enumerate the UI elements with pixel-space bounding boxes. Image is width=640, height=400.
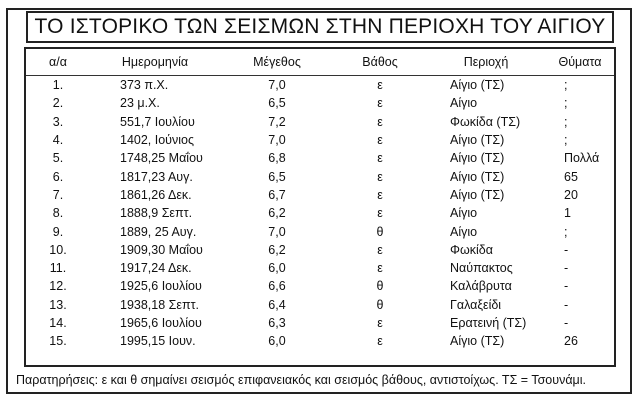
row-area: Καλάβρυτα — [450, 279, 512, 294]
row-num: 9. — [52, 224, 64, 239]
row-area: Ερατεινή (ΤΣ) — [450, 316, 527, 330]
row-date: 1909,30 Μαΐου — [120, 242, 203, 257]
row-date: 1925,6 Ιουλίου — [120, 279, 202, 294]
row-date: 1917,24 Δεκ. — [120, 261, 192, 276]
row-depth: ε — [377, 316, 383, 330]
row-magnitude: 6,5 — [268, 169, 286, 184]
row-num: 8. — [52, 206, 64, 221]
row-area: Αίγιο (ΤΣ) — [450, 151, 505, 166]
earthquake-table-box — [24, 47, 616, 367]
row-num: 1. — [52, 78, 64, 93]
row-num: 5. — [52, 151, 64, 166]
table-row — [26, 296, 614, 314]
table-row — [26, 277, 614, 295]
page-title: ΤΟ ΙΣΤΟΡΙΚΟ ΤΩΝ ΣΕΙΣΜΩΝ ΣΤΗΝ ΠΕΡΙΟΧΗ ΤΟΥ ΑΙΓΙΟΥ — [34, 15, 606, 38]
table-row — [26, 332, 614, 350]
row-magnitude: 6,0 — [268, 334, 286, 349]
row-area: Γαλαξείδι — [450, 297, 502, 312]
row-victims: - — [564, 297, 569, 312]
row-depth: ε — [377, 187, 383, 202]
row-area: Αίγιο (ΤΣ) — [450, 334, 505, 349]
row-area: Φωκίδα (ΤΣ) — [450, 114, 521, 129]
row-depth: ε — [377, 261, 383, 276]
row-date: 1938,18 Σεπτ. — [120, 297, 199, 312]
row-depth: θ — [376, 224, 384, 239]
row-magnitude: 7,2 — [268, 114, 286, 129]
row-area: Αίγιο — [450, 206, 478, 221]
table-row — [26, 149, 614, 167]
row-date: 1861,26 Δεκ. — [120, 187, 192, 202]
row-depth: ε — [377, 334, 383, 349]
header-num: α/α — [26, 49, 90, 76]
row-magnitude: 7,0 — [268, 133, 286, 148]
row-magnitude: 6,2 — [268, 242, 286, 257]
row-date: 1889, 25 Αυγ. — [120, 224, 197, 239]
row-victims: ; — [564, 96, 568, 111]
row-num: 14. — [49, 316, 67, 330]
header-magnitude: Μέγεθος — [220, 49, 334, 76]
table-row — [26, 113, 614, 131]
row-depth: ε — [377, 206, 383, 221]
row-num: 11. — [49, 261, 67, 276]
row-area: Αίγιο (ΤΣ) — [450, 78, 505, 93]
row-depth: θ — [376, 279, 384, 294]
header-depth: Βάθος — [334, 49, 426, 76]
row-area: Αίγιο (ΤΣ) — [450, 187, 505, 202]
notes: Παρατηρήσεις: ε και θ σημαίνει σεισμός επιφανειακός και σεισμός βάθους, αντιστοίχως. ΤΣ = Τσουνάμι. — [16, 373, 587, 387]
row-depth: ε — [377, 242, 383, 257]
row-date: 1995,15 Ιουν. — [120, 334, 196, 349]
row-depth: θ — [376, 297, 384, 312]
table-row — [26, 167, 614, 185]
table-row — [26, 131, 614, 149]
row-magnitude: 7,0 — [268, 78, 286, 93]
row-date: 1748,25 Μαΐου — [120, 151, 203, 166]
row-victims: 26 — [564, 334, 578, 349]
table-row — [26, 94, 614, 112]
row-num: 6. — [52, 169, 64, 184]
table-row — [26, 241, 614, 259]
row-depth: ε — [377, 151, 383, 166]
header-victims: Θύματα — [546, 49, 614, 76]
row-victims: - — [564, 242, 569, 257]
row-date: 1817,23 Αυγ. — [120, 169, 193, 184]
row-victims: 65 — [564, 169, 578, 184]
row-victims: - — [564, 261, 569, 276]
row-num: 4. — [52, 133, 64, 148]
row-victims: ; — [564, 133, 568, 148]
row-depth: ε — [377, 169, 383, 184]
earthquake-table — [26, 49, 614, 350]
row-magnitude: 7,0 — [268, 224, 286, 239]
row-victims: - — [564, 279, 569, 294]
row-area: Αίγιο — [450, 96, 478, 111]
row-area: Αίγιο — [450, 224, 478, 239]
row-magnitude: 6,7 — [268, 187, 286, 202]
header-area: Περιοχή — [426, 49, 546, 76]
row-depth: ε — [377, 96, 383, 111]
row-num: 7. — [52, 187, 64, 202]
row-magnitude: 6,4 — [268, 297, 286, 312]
row-area: Αίγιο (ΤΣ) — [450, 133, 505, 148]
table-row — [26, 259, 614, 277]
title-box — [26, 11, 614, 43]
row-victims: ; — [564, 78, 568, 93]
row-num: 12. — [49, 279, 67, 294]
row-magnitude: 6,3 — [268, 316, 286, 330]
row-date: 23 μ.Χ. — [120, 96, 160, 111]
row-num: 15. — [49, 334, 67, 349]
row-date: 551,7 Ιουλίου — [120, 114, 195, 129]
row-magnitude: 6,0 — [268, 261, 286, 276]
row-num: 2. — [52, 96, 64, 111]
table-row — [26, 222, 614, 240]
table-row — [26, 186, 614, 204]
row-victims: 1 — [564, 206, 571, 221]
row-magnitude: 6,8 — [268, 151, 286, 166]
row-num: 10. — [49, 242, 67, 257]
row-magnitude: 6,2 — [268, 206, 286, 221]
header-date: Ημερομηνία — [90, 49, 220, 76]
row-depth: ε — [377, 114, 383, 129]
row-victims: 20 — [564, 187, 578, 202]
row-victims: ; — [564, 114, 568, 129]
row-date: 1888,9 Σεπτ. — [120, 206, 193, 221]
row-date: 1965,6 Ιουλίου — [120, 316, 202, 330]
table-row — [26, 76, 614, 95]
table-row — [26, 204, 614, 222]
row-area: Φωκίδα — [450, 242, 493, 257]
row-victims: Πολλά — [564, 151, 600, 166]
row-magnitude: 6,5 — [268, 96, 286, 111]
row-magnitude: 6,6 — [268, 279, 286, 294]
row-date: 1402, Ιούνιος — [120, 133, 195, 148]
row-area: Αίγιο (ΤΣ) — [450, 169, 505, 184]
row-num: 3. — [52, 114, 64, 129]
row-victims: - — [564, 316, 569, 330]
row-num: 13. — [49, 297, 67, 312]
table-row — [26, 314, 614, 332]
table-header-row — [26, 49, 614, 76]
row-area: Ναύπακτος — [450, 261, 513, 276]
row-depth: ε — [377, 78, 383, 93]
row-date: 373 π.Χ. — [120, 78, 169, 93]
row-victims: ; — [564, 224, 568, 239]
row-depth: ε — [377, 133, 383, 148]
